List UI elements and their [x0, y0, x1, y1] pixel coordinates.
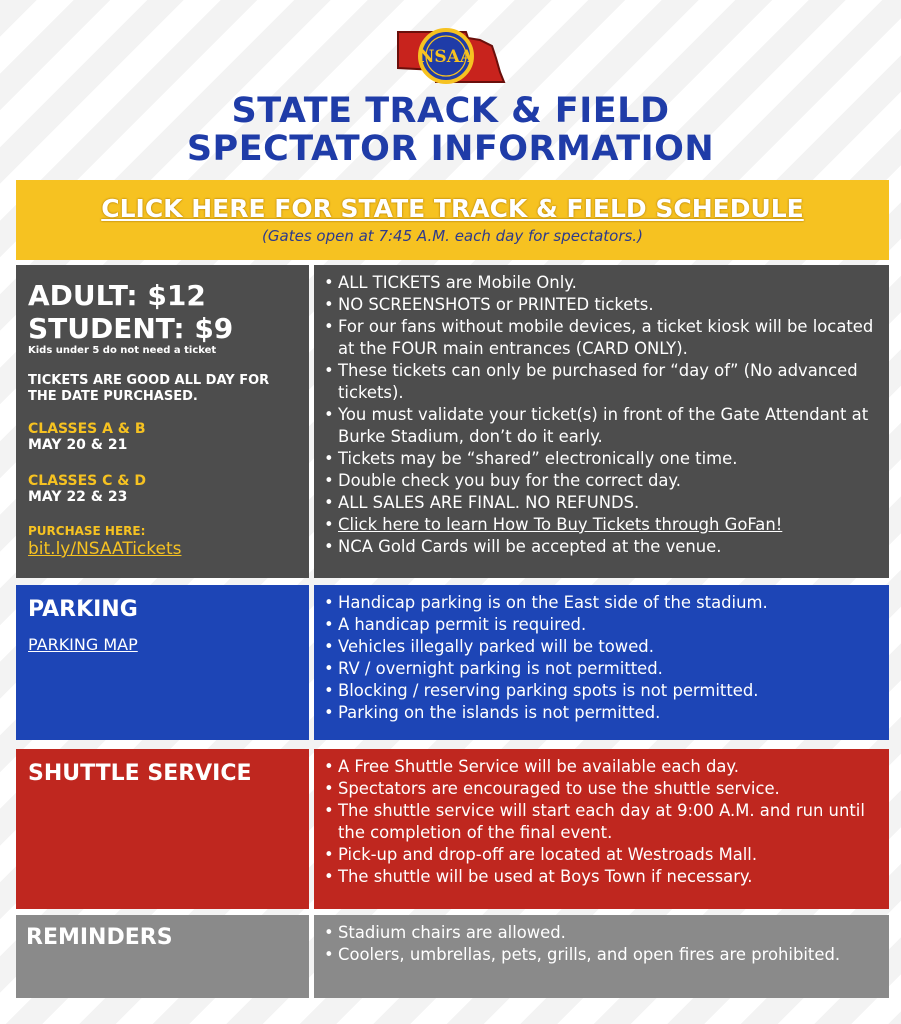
shuttle-details-panel	[314, 749, 889, 909]
list-item: • Coolers, umbrellas, pets, grills, and open fires are prohibited.	[324, 945, 841, 964]
tickets-summary-panel	[16, 265, 309, 578]
parking-bullet-list	[314, 585, 889, 724]
schedule-banner	[16, 180, 889, 260]
list-item: • These tickets can only be purchased for “day of” (No advanced tickets).	[324, 361, 858, 402]
list-item: • A Free Shuttle Service will be available each day.	[324, 757, 740, 776]
tickets-section	[16, 265, 889, 578]
list-item: • You must validate your ticket(s) in front of the Gate Attendant at Burke Stadium, don’t do it early.	[324, 405, 869, 446]
page-title-line2: SPECTATOR INFORMATION	[186, 129, 715, 169]
shuttle-section	[16, 749, 889, 909]
list-item: • Double check you buy for the correct day.	[324, 471, 681, 490]
shuttle-heading-panel	[16, 749, 309, 909]
student-price: STUDENT: $9	[28, 312, 234, 345]
list-item: • Stadium chairs are allowed.	[324, 923, 566, 942]
schedule-link[interactable]: CLICK HERE FOR STATE TRACK & FIELD SCHEDULE	[101, 194, 804, 223]
list-item: • Tickets may be “shared” electronically one time.	[324, 449, 738, 468]
valid-note-line2: THE DATE PURCHASED.	[28, 389, 198, 404]
shuttle-heading: SHUTTLE SERVICE	[28, 761, 252, 786]
kids-note: Kids under 5 do not need a ticket	[28, 345, 217, 356]
classes-ab-label: CLASSES A & B	[28, 421, 146, 437]
reminders-heading-panel	[16, 915, 309, 998]
list-item: • Pick-up and drop-off are located at Westroads Mall.	[324, 845, 758, 864]
list-item: • For our fans without mobile devices, a ticket kiosk will be located at the FOUR main entrances (CARD ONLY).	[324, 317, 874, 358]
list-item: • RV / overnight parking is not permitted.	[324, 659, 663, 678]
list-item: • Vehicles illegally parked will be towed.	[324, 637, 654, 656]
list-item: • Click here to learn How To Buy Tickets through GoFan!	[324, 515, 783, 534]
list-item: • Blocking / reserving parking spots is not permitted.	[324, 681, 759, 700]
parking-section	[16, 585, 889, 740]
parking-heading-panel	[16, 585, 309, 740]
list-item: • ALL TICKETS are Mobile Only.	[324, 273, 577, 292]
list-item: • NO SCREENSHOTS or PRINTED tickets.	[324, 295, 654, 314]
tickets-details-panel	[314, 265, 889, 578]
list-item: • ALL SALES ARE FINAL. NO REFUNDS.	[324, 493, 640, 512]
list-item: • Spectators are encouraged to use the shuttle service.	[324, 779, 780, 798]
parking-heading: PARKING	[28, 597, 138, 622]
reminders-heading: REMINDERS	[26, 925, 173, 950]
classes-ab-dates: MAY 20 & 21	[28, 437, 128, 453]
list-item: • Parking on the islands is not permitted.	[324, 703, 661, 722]
list-item: • The shuttle will be used at Boys Town if necessary.	[324, 867, 753, 886]
purchase-label: PURCHASE HERE:	[28, 524, 146, 538]
nsaa-logo	[396, 18, 508, 88]
tickets-bullet-list	[314, 265, 889, 558]
logo-text: NSAA	[418, 47, 474, 67]
adult-price: ADULT: $12	[28, 279, 206, 312]
classes-cd-label: CLASSES C & D	[28, 473, 146, 489]
list-item: • NCA Gold Cards will be accepted at the venue.	[324, 537, 722, 556]
shuttle-bullet-list	[314, 749, 889, 888]
list-item: • Handicap parking is on the East side of the stadium.	[324, 593, 768, 612]
classes-cd-dates: MAY 22 & 23	[28, 489, 128, 505]
parking-details-panel	[314, 585, 889, 740]
parking-map-link[interactable]: PARKING MAP	[28, 635, 138, 654]
reminders-section	[16, 915, 889, 998]
valid-note-line1: TICKETS ARE GOOD ALL DAY FOR	[28, 373, 270, 388]
gates-note: (Gates open at 7:45 A.M. each day for spectators.)	[262, 227, 643, 245]
list-item: • A handicap permit is required.	[324, 615, 587, 634]
purchase-link[interactable]: bit.ly/NSAATickets	[28, 539, 182, 559]
list-item: • The shuttle service will start each day at 9:00 A.M. and run until the completion of the final event.	[324, 801, 865, 842]
reminders-bullet-list	[314, 915, 889, 966]
page-title-line1: STATE TRACK & FIELD	[231, 91, 670, 131]
gofan-link[interactable]: Click here to learn How To Buy Tickets through GoFan!	[338, 515, 783, 534]
reminders-details-panel	[314, 915, 889, 998]
